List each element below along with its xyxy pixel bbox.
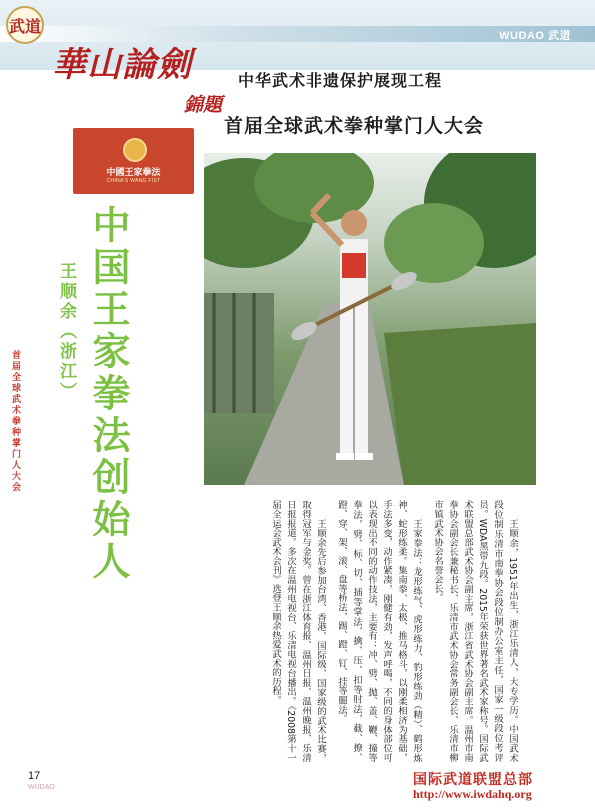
photo-illustration: [204, 153, 536, 485]
article-body: [80, 500, 520, 762]
author-name: 王顺余（浙江）: [56, 262, 76, 402]
wudao-seal: 武道: [6, 6, 44, 44]
emblem-icon: [123, 138, 147, 162]
magazine-name: WUDAO 武道: [499, 30, 571, 42]
side-caption: 首届全球武术拳种掌门人大会: [10, 350, 20, 493]
paragraph-achievements: 王顺余先后参加台湾、香港、国际级、国家级的武术比赛，取得冠军与金奖。曾在浙江体育报、温州日报、温州晚报、乐清日报报道。多次在温州电视台、乐清电视台播出。《2008第十一届全运会武术会刊》选登王顺余热爱武术的历程。: [270, 500, 326, 762]
paragraph-bio: 王顺余，1951年出生，浙江乐清人，大专学历。中国武术段位制乐清市南拳协会段位制办公室主任，国家一级段位考评员。WDA黑带九段。2015年荣获世界著名武术家称号。国际武术联盟总部武术协会副主席，浙江省武术协会副主席。温州市南拳协会副会长兼秘书长、乐清市武术协会常务副会长、乐清市柳市镇武术协会名誉会长。: [432, 500, 518, 762]
calligraphy-title: 華山論劍: [52, 45, 192, 85]
article-title: 中国王家拳法创始人: [86, 205, 131, 583]
organization-url[interactable]: http://www.iwdahq.org: [413, 787, 532, 801]
logo-name-en: CHINA'S WANG FIST: [106, 178, 161, 184]
portrait-photo: [204, 153, 536, 485]
project-title: 中华武术非遗保护展现工程: [238, 71, 443, 90]
logo-name-cn: 中國王家拳法: [106, 168, 161, 178]
issue-mark: WUDAO: [28, 784, 55, 791]
page-number: 17: [28, 770, 41, 782]
organization-name: 国际武道联盟总部: [413, 772, 533, 788]
paragraph-fist-method: 王家拳法：龙形练气、虎形练力、豹形练劲（精）、鹤形炼神、蛇形练柔。集南拳、太极、推马格斗，以刚柔相济为基础，手法多变，动作紧凑，刚健有劲，发声呼喝，不同的身体部位可以表现出不同的动作技法，主要有：冲、劈、抛、盖、鞭、撞等拳法，劈、标、切、插等掌法，擒、压、扣等肘法，截、撩、蹬、穿、架、滚、盘等桥法，踢、蹬、钉、挂等腿法。: [336, 500, 422, 762]
wang-fist-logo: [73, 128, 194, 194]
conference-title: 首届全球武术拳种掌门人大会: [224, 115, 485, 137]
calligraphy-signature: 錦題: [184, 94, 223, 116]
